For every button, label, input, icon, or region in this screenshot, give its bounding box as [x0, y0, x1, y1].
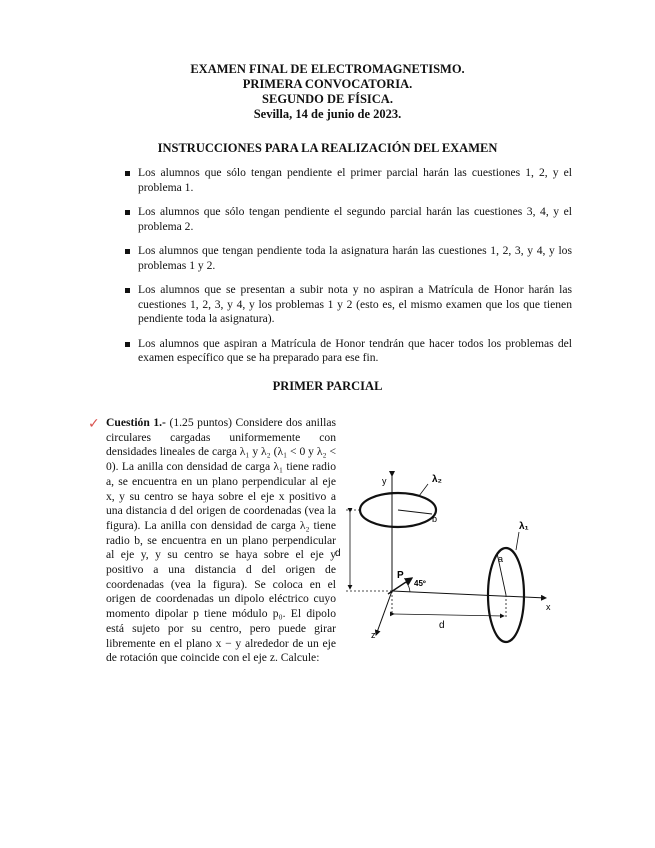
dipole-label: P	[397, 570, 404, 581]
rings-dipole-figure	[336, 458, 566, 648]
d-horizontal-label: d	[439, 620, 445, 631]
instruction-item: Los alumnos que aspiran a Matrícula de Honor tendrán que hacer todos los problemas del examen específico que se ha preparado para ese fin.	[122, 337, 572, 366]
exam-date: Sevilla, 14 de junio de 2023.	[253, 107, 402, 121]
instruction-item: Los alumnos que sólo tengan pendiente el segundo parcial harán las cuestiones 3, 4, y el problema 2.	[122, 205, 572, 234]
bullet-icon	[125, 342, 130, 347]
instructions-list	[122, 166, 572, 376]
bullet-icon	[125, 210, 130, 215]
bullet-icon	[125, 249, 130, 254]
exam-call: PRIMERA CONVOCATORIA.	[242, 77, 413, 91]
lambda1-label: λ₁	[519, 521, 529, 532]
part-heading: PRIMER PARCIAL	[272, 379, 383, 393]
angle-label: 45º	[414, 579, 426, 588]
dim-d-horizontal	[394, 614, 504, 616]
z-axis-label: z	[371, 630, 376, 640]
z-axis	[376, 591, 392, 635]
exam-title-block	[0, 62, 655, 122]
bullet-icon	[125, 171, 130, 176]
bullet-icon	[125, 288, 130, 293]
radius-a-label: a	[498, 554, 504, 564]
instruction-item: Los alumnos que se presentan a subir nota y no aspiran a Matrícula de Honor harán las cuestiones 1, 2, 3, y 4, y los problemas 1 y 2 (esto es, el mismo examen que los que tienen pendiente toda la asignatura).	[122, 283, 572, 327]
y-axis-label: y	[382, 476, 387, 486]
exam-title: EXAMEN FINAL DE ELECTROMAGNETISMO.	[190, 62, 465, 76]
lambda2-label: λ₂	[432, 474, 443, 485]
d-vertical-label: d	[335, 548, 341, 559]
radius-b	[398, 510, 432, 514]
question-1-text: Considere dos anillas circulares cargadas uniformemente con densidades lineales de carga λ₁ y λ₂ (λ₁ < 0 y λ₂ < 0). La anilla con densidad de carga λ₁ tiene radio a, se encuentra en un plano perpendicular al eje x, y su centro se haya sobre el eje x positivo a una distancia d del origen de coordenadas (vea la figura). La anilla con densidad de carga λ₂ tiene radio b, se encuentra en un plano perpendicular al eje y, y su centro se haya sobre el eje y positivo a una distancia d del origen de coordenadas (vea la figura). Se coloca en el origen de coordenadas un dipolo eléctrico cuyo momento dipolar p tiene módulo p₀. El dipolo está sujeto por su centro, pero puede girar libremente en el plano x − y alrededor de un eje de rotación que coincide con el eje z. Calcule:	[106, 416, 336, 665]
instruction-item: Los alumnos que sólo tengan pendiente el primer parcial harán las cuestiones 1, 2, y el problema 1.	[122, 166, 572, 195]
lambda1-pointer	[516, 532, 519, 550]
exam-course: SEGUNDO DE FÍSICA.	[262, 92, 393, 106]
question-1	[106, 416, 336, 666]
question-1-points: (1.25 puntos)	[169, 416, 232, 429]
question-1-label: Cuestión 1.-	[106, 416, 166, 429]
lambda2-pointer	[419, 484, 428, 496]
figure-svg	[336, 458, 566, 648]
x-axis-label: x	[546, 602, 551, 612]
angle-arc	[406, 582, 410, 592]
instructions-heading: INSTRUCCIONES PARA LA REALIZACIÓN DEL EXAMEN	[157, 141, 498, 155]
check-mark-icon: ✓	[88, 416, 100, 432]
radius-b-label: b	[432, 514, 438, 524]
instruction-item: Los alumnos que tengan pendiente toda la asignatura harán las cuestiones 1, 2, 3, y 4, y los problemas 1 y 2.	[122, 244, 572, 273]
